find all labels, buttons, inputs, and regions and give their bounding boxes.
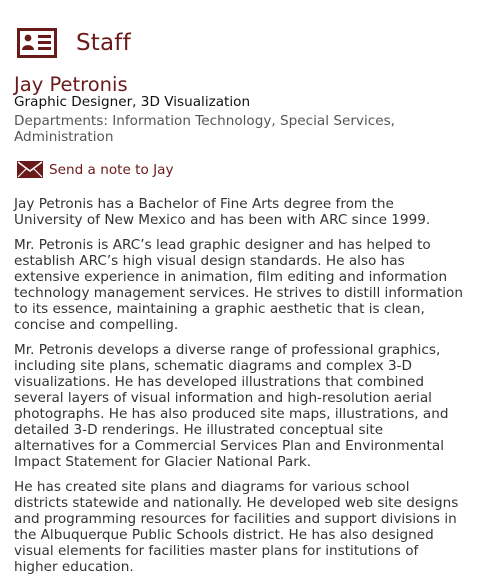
- bio-paragraph: He has created site plans and diagrams for various school districts statewide and nationally. He developed web site designs and programming resources for facilities and support divisions in the Albuquerque Public Schools district. He has also designed visual elements for facilities master plans for institutions of higher education.: [14, 479, 459, 575]
- bio-paragraph: Mr. Petronis develops a diverse range of professional graphics, including site plans, schematic diagrams and complex 3-D visualizations. He has developed illustrations that combined several layers of visual information and high-resolution aerial photographs. He has also produced site maps, illustrations, and detailed 3-D renderings. He illustrated conceptual site alternatives for a Commercial Services Plan and Environmental Impact Statement for Glacier National Park.: [14, 342, 449, 470]
- envelope-icon: [17, 161, 43, 178]
- staff-name: Jay Petronis: [14, 73, 128, 96]
- staff-departments: Departments: Information Technology, Special Services, Administration: [14, 113, 395, 145]
- bio-paragraph: Jay Petronis has a Bachelor of Fine Arts degree from the University of New Mexico and has been with ARC since 1999.: [14, 196, 431, 228]
- send-note-link[interactable]: [17, 161, 174, 178]
- send-note-label[interactable]: Send a note to Jay: [49, 161, 174, 178]
- page-title: Staff: [76, 30, 131, 56]
- id-card-icon: [17, 28, 57, 58]
- staff-role: Graphic Designer, 3D Visualization: [14, 94, 251, 110]
- staff-bio: [14, 196, 464, 584]
- page-header: [17, 28, 131, 58]
- bio-paragraph: Mr. Petronis is ARC’s lead graphic designer and has helped to establish ARC’s high visual design standards. He also has extensive experience in animation, film editing and information technology management services. He strives to distill information to its essence, maintaining a graphic aesthetic that is clean, concise and compelling.: [14, 237, 463, 333]
